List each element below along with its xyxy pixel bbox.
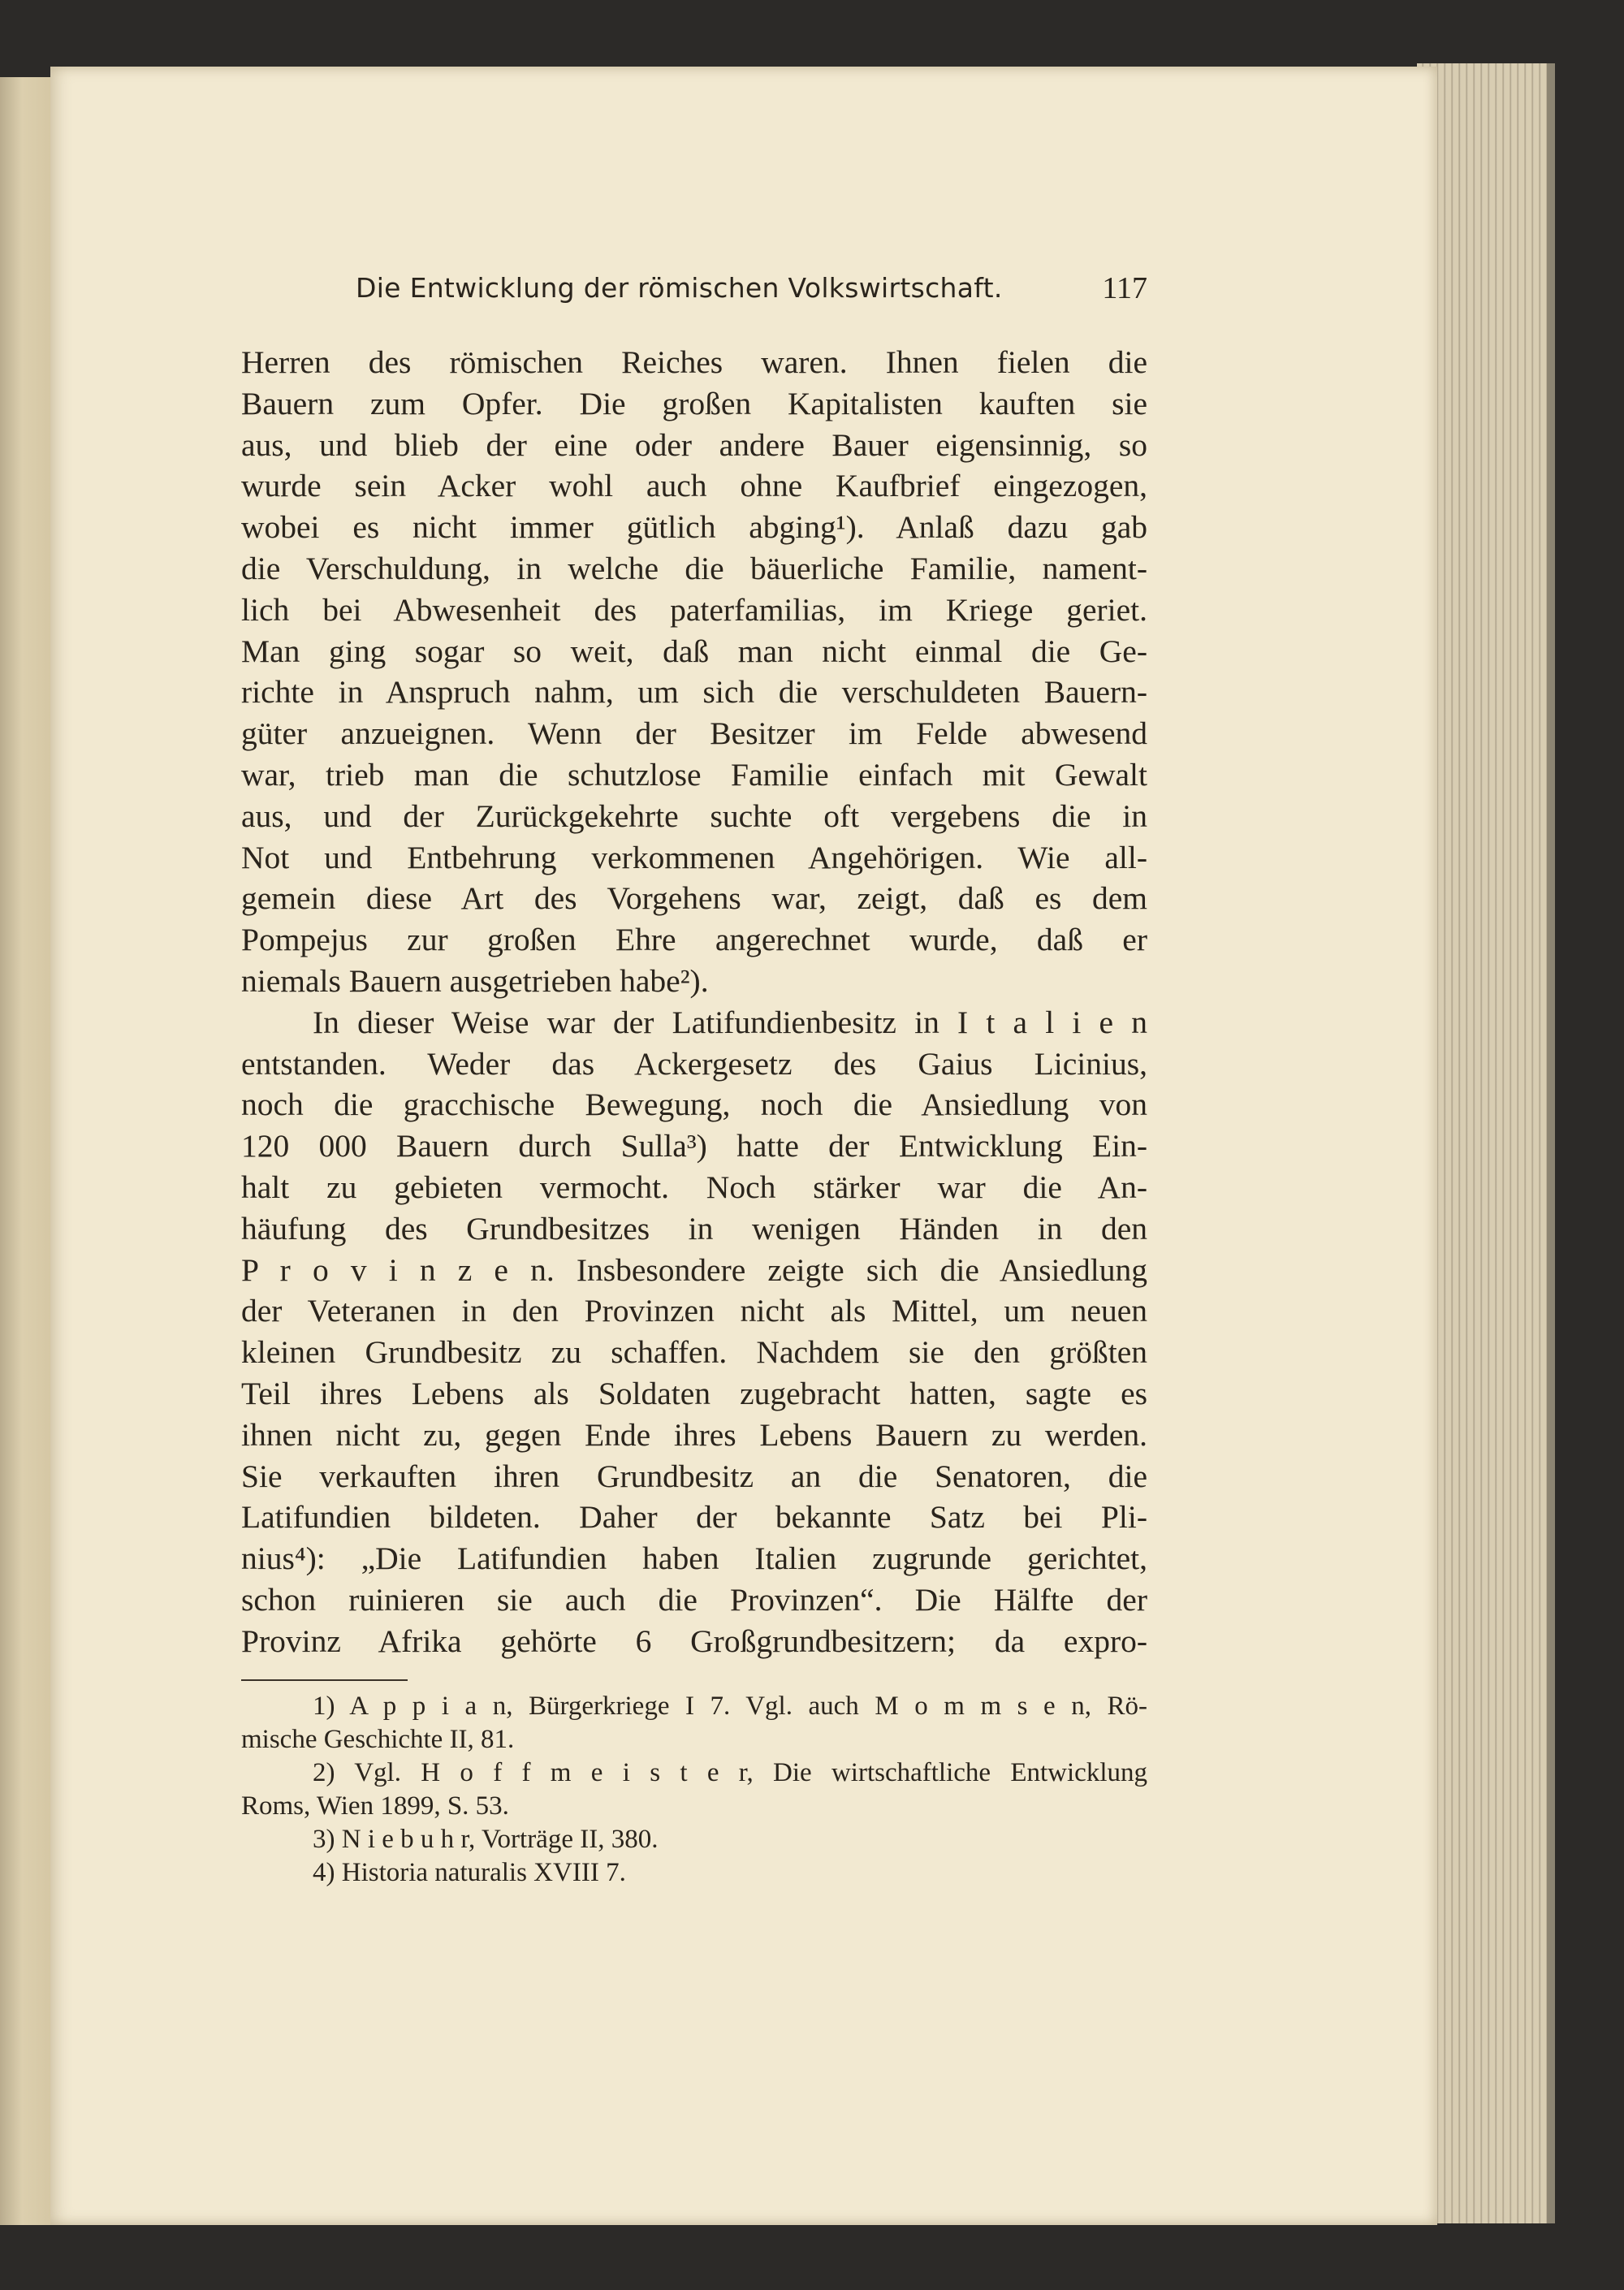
page-number: 117: [1102, 271, 1147, 305]
text-line: lich bei Abwesenheit des paterfamilias, im Kriege geriet.: [241, 591, 1147, 628]
page-stack-edge: [1417, 63, 1555, 2223]
text-line: Latifundien bildeten. Daher der bekannte Satz bei Pli-: [241, 1499, 1147, 1536]
text-line: entstanden. Weder das Ackergesetz des Gaius Licinius,: [241, 1045, 1147, 1082]
text-line: die Verschuldung, in welche die bäuerliche Familie, nament-: [241, 550, 1147, 586]
footnotes: [241, 1690, 1147, 1890]
text-line: Bauern zum Opfer. Die großen Kapitalisten kauften sie: [241, 385, 1147, 421]
text-line: Pompejus zur großen Ehre angerechnet wurde, daß er: [241, 922, 1147, 958]
text-line: richte in Anspruch nahm, um sich die verschuldeten Bauern-: [241, 674, 1147, 711]
text-line: halt zu gebieten vermocht. Noch stärker war die An-: [241, 1169, 1147, 1205]
facing-page-edge: [0, 77, 55, 2225]
page-header: [356, 272, 1147, 313]
text-line: Man ging sogar so weit, daß man nicht einmal die Ge-: [241, 633, 1147, 669]
text-line: P r o v i n z e n. Insbesondere zeigte sich die Ansiedlung: [241, 1251, 1147, 1288]
text-line: 120 000 Bauern durch Sulla³) hatte der Entwicklung Ein-: [241, 1128, 1147, 1164]
text-line: der Veteranen in den Provinzen nicht als Mittel, um neuen: [241, 1293, 1147, 1329]
footnote-line: 3) N i e b u h r, Vorträge II, 380.: [313, 1825, 659, 1854]
text-line: gemein diese Art des Vorgehens war, zeigt, daß es dem: [241, 880, 1147, 917]
text-line: schon ruinieren sie auch die Provinzen“. Die Hälfte der: [241, 1581, 1147, 1618]
footnote-line: mische Geschichte II, 81.: [241, 1725, 515, 1754]
footnote-line: 4) Historia naturalis XVIII 7.: [313, 1858, 626, 1887]
text-line: wobei es nicht immer gütlich abging¹). Anlaß dazu gab: [241, 509, 1147, 546]
main-text: [241, 342, 1147, 1662]
running-title: Die Entwicklung der römischen Volkswirtschaft.: [356, 272, 1003, 304]
text-line: güter anzueignen. Wenn der Besitzer im Felde abwesend: [241, 715, 1147, 752]
text-line: war, trieb man die schutzlose Familie einfach mit Gewalt: [241, 756, 1147, 793]
footnote-line: 1) A p p i a n, Bürgerkriege I 7. Vgl. auch M o m m s e n, Rö-: [313, 1692, 1147, 1721]
text-line: noch die gracchische Bewegung, noch die Ansiedlung von: [241, 1087, 1147, 1123]
footnote-line: 2) Vgl. H o f f m e i s t e r, Die wirtschaftliche Entwicklung: [313, 1758, 1147, 1787]
text-line: niemals Bauern ausgetrieben habe²).: [241, 962, 709, 999]
text-line: kleinen Grundbesitz zu schaffen. Nachdem sie den größten: [241, 1334, 1147, 1371]
footnote-line: Roms, Wien 1899, S. 53.: [241, 1791, 509, 1821]
text-line: aus, und der Zurückgekehrte suchte oft vergebens die in: [241, 797, 1147, 834]
text-line: In dieser Weise war der Latifundienbesitz in I t a l i e n: [313, 1004, 1147, 1040]
text-line: wurde sein Acker wohl auch ohne Kaufbrief eingezogen,: [241, 468, 1147, 504]
text-line: häufung des Grundbesitzes in wenigen Händen in den: [241, 1210, 1147, 1247]
text-line: Sie verkauften ihren Grundbesitz an die Senatoren, die: [241, 1458, 1147, 1494]
text-line: Provinz Afrika gehörte 6 Großgrundbesitzern; da expro-: [241, 1622, 1147, 1659]
text-line: Teil ihres Lebens als Soldaten zugebracht hatten, sagte es: [241, 1375, 1147, 1411]
text-line: Not und Entbehrung verkommenen Angehörigen. Wie all-: [241, 839, 1147, 875]
footnote-separator: [241, 1679, 408, 1681]
text-line: ihnen nicht zu, gegen Ende ihres Lebens Bauern zu werden.: [241, 1416, 1147, 1453]
text-line: nius⁴): „Die Latifundien haben Italien zugrunde gerichtet,: [241, 1540, 1147, 1577]
text-line: aus, und blieb der eine oder andere Bauer eigensinnig, so: [241, 426, 1147, 463]
text-line: Herren des römischen Reiches waren. Ihnen fielen die: [241, 344, 1147, 380]
